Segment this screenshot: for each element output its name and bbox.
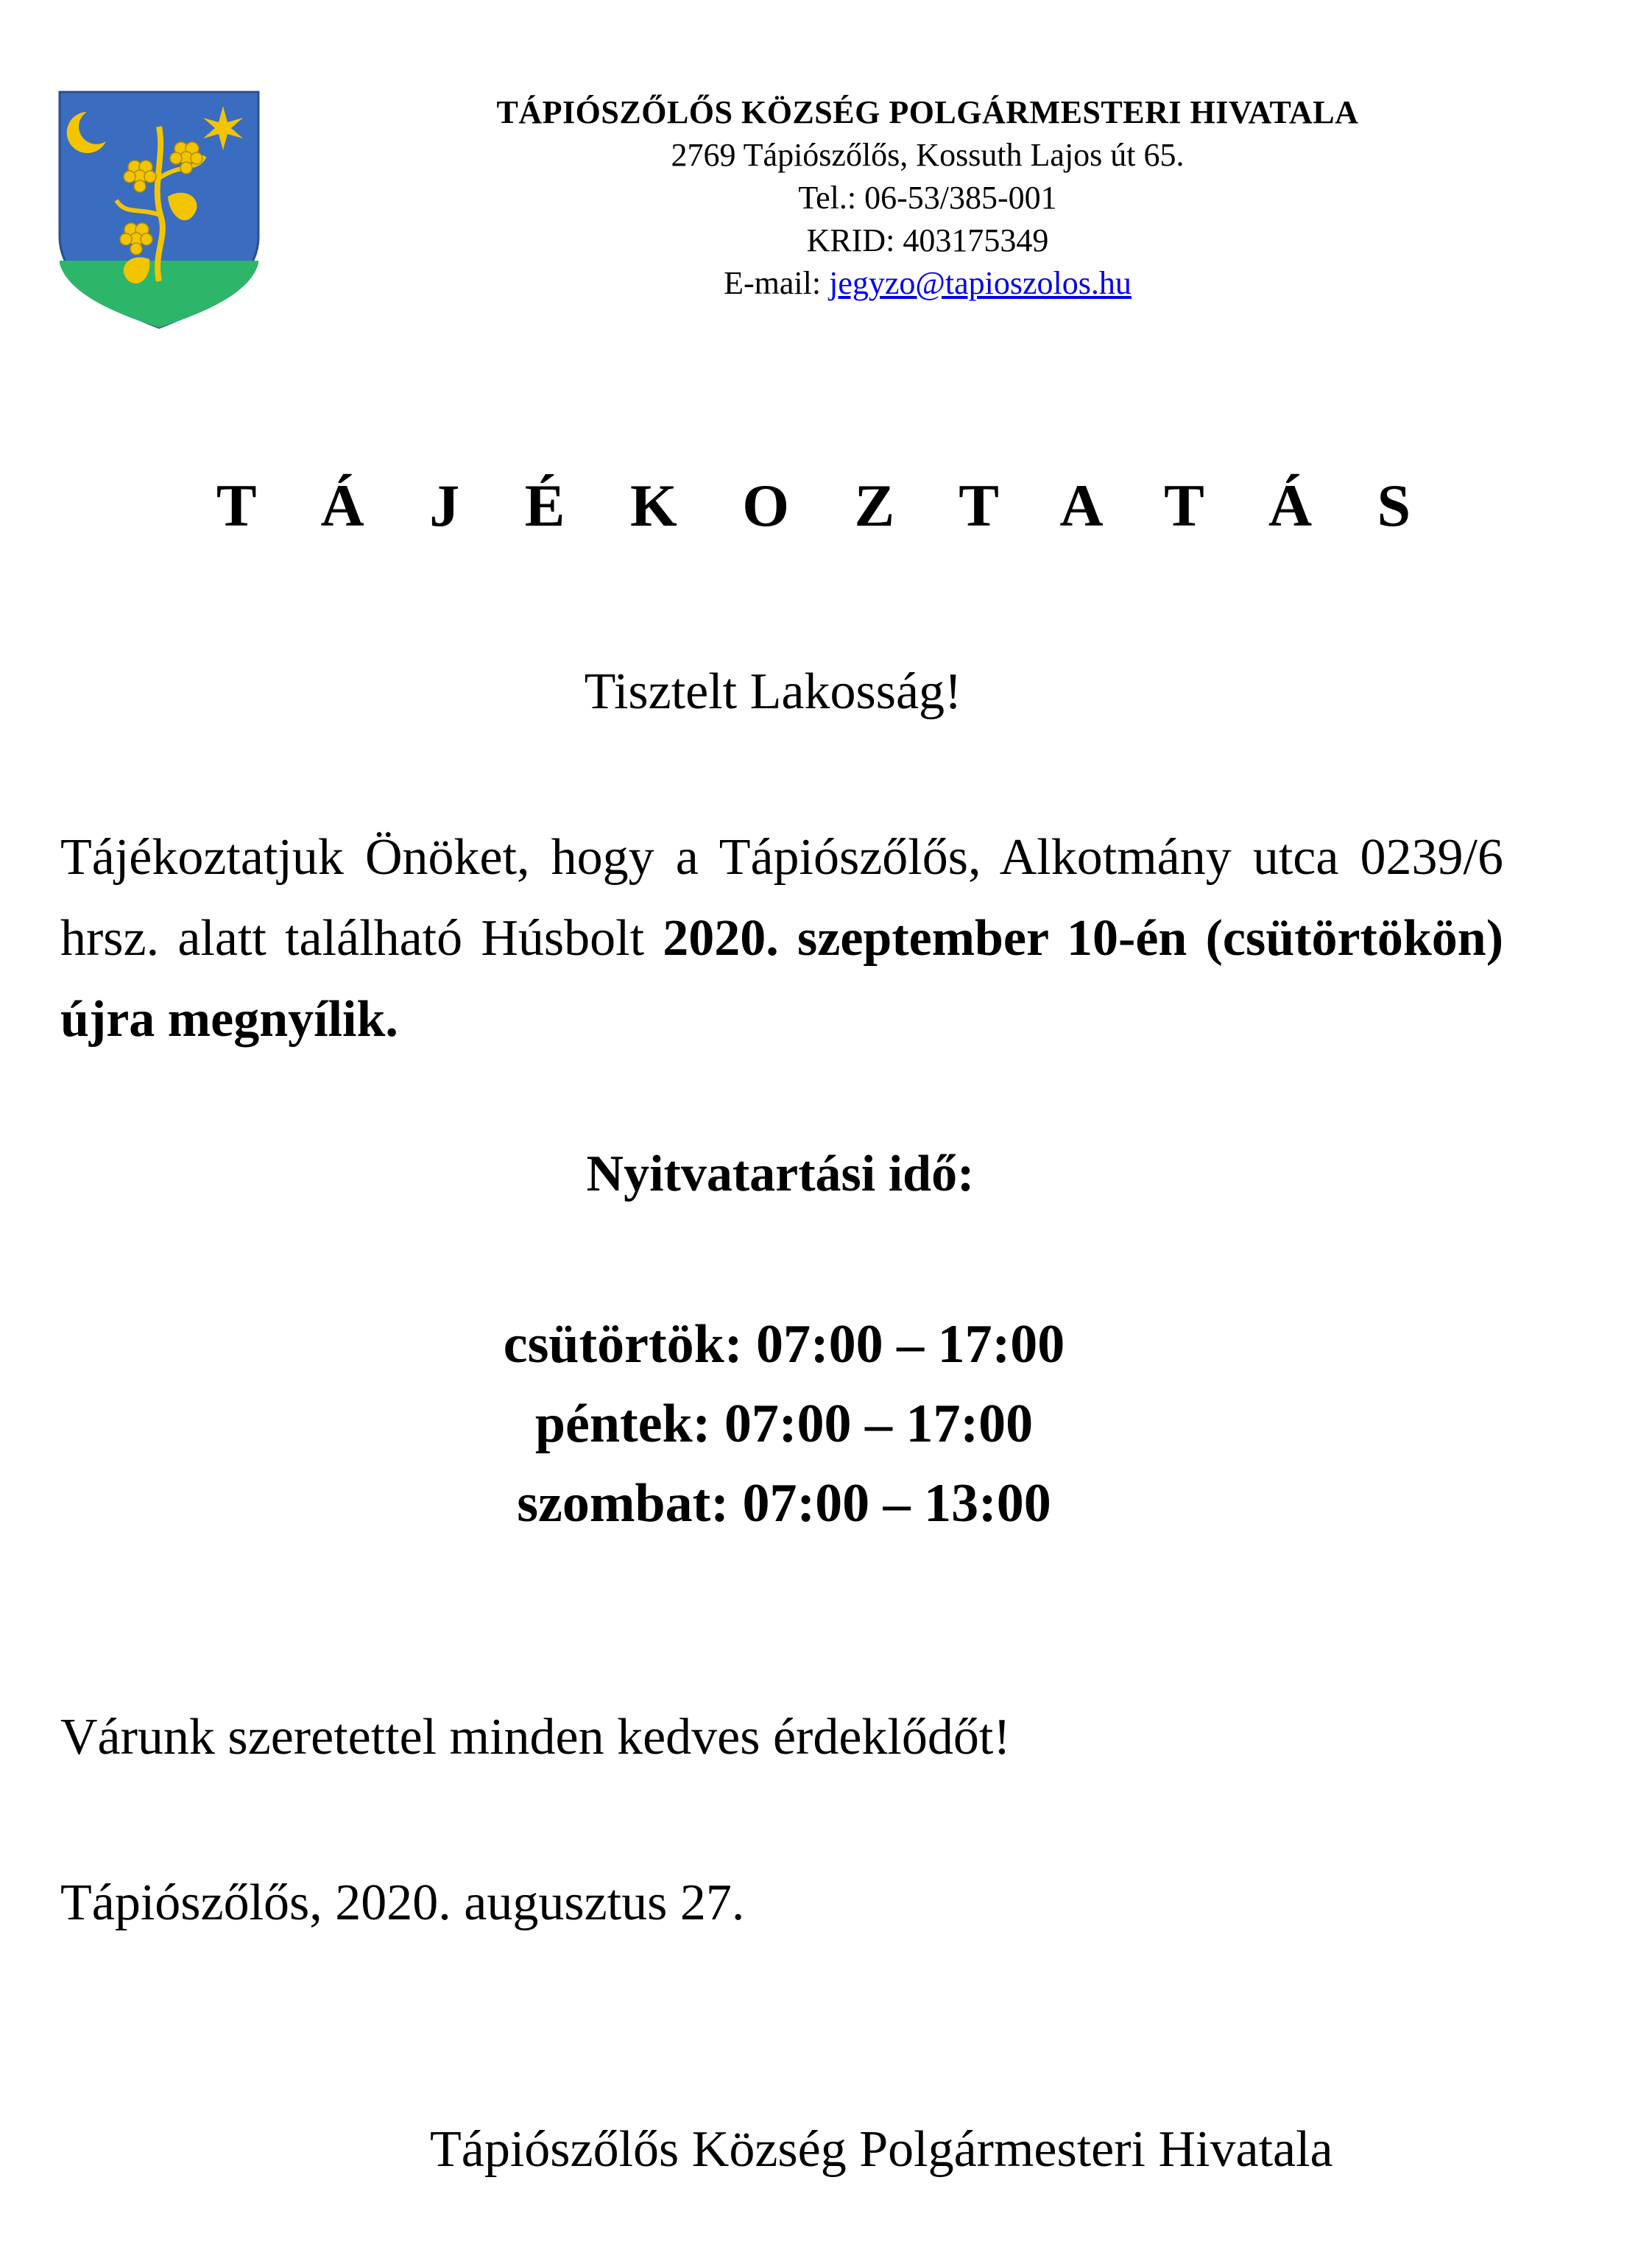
- email-link[interactable]: jegyzo@tapioszolos.hu: [829, 265, 1132, 301]
- hours-line-friday: péntek: 07:00 – 17:00: [534, 1394, 1034, 1454]
- hours-line-saturday: szombat: 07:00 – 13:00: [517, 1473, 1051, 1534]
- address: 2769 Tápiószőlős, Kossuth Lajos út 65.: [671, 137, 1185, 173]
- organization-name: TÁPIÓSZŐLŐS KÖZSÉG POLGÁRMESTERI HIVATALA: [496, 94, 1359, 130]
- closing-text: Várunk szeretettel minden kedves érdeklődőt!: [60, 1709, 1011, 1766]
- letterhead: [412, 91, 1443, 305]
- notice-paragraph: [60, 817, 1503, 1060]
- email-line: [412, 262, 1443, 305]
- greeting: Tisztelt Lakosság!: [584, 663, 962, 720]
- opening-hours-title: Nyitvatartási idő:: [586, 1146, 975, 1202]
- email-label: E-mail:: [724, 265, 830, 301]
- notice-title: T Á J É K O Z T A T Á S: [216, 472, 1436, 539]
- coat-of-arms-icon: [57, 90, 261, 330]
- paragraph-bold: 2020. szeptember 10-én (csütörtökön) újra megnyílik.: [60, 910, 1504, 1048]
- dateline: Tápiószőlős, 2020. augusztus 27.: [60, 1874, 745, 1931]
- krid: KRID: 403175349: [806, 222, 1049, 258]
- phone: Tel.: 06-53/385-001: [798, 180, 1057, 216]
- signature: Tápiószőlős Község Polgármesteri Hivatala: [430, 2121, 1333, 2178]
- opening-hours: [0, 1305, 1568, 1543]
- paragraph-text: Tájékoztatjuk Önöket, hogy a Tápiószőlős, Alkotmány utca 0239/6 hrsz. alatt található Húsbolt: [60, 829, 1503, 967]
- hours-line-thursday: csütörtök: 07:00 – 17:00: [503, 1314, 1065, 1375]
